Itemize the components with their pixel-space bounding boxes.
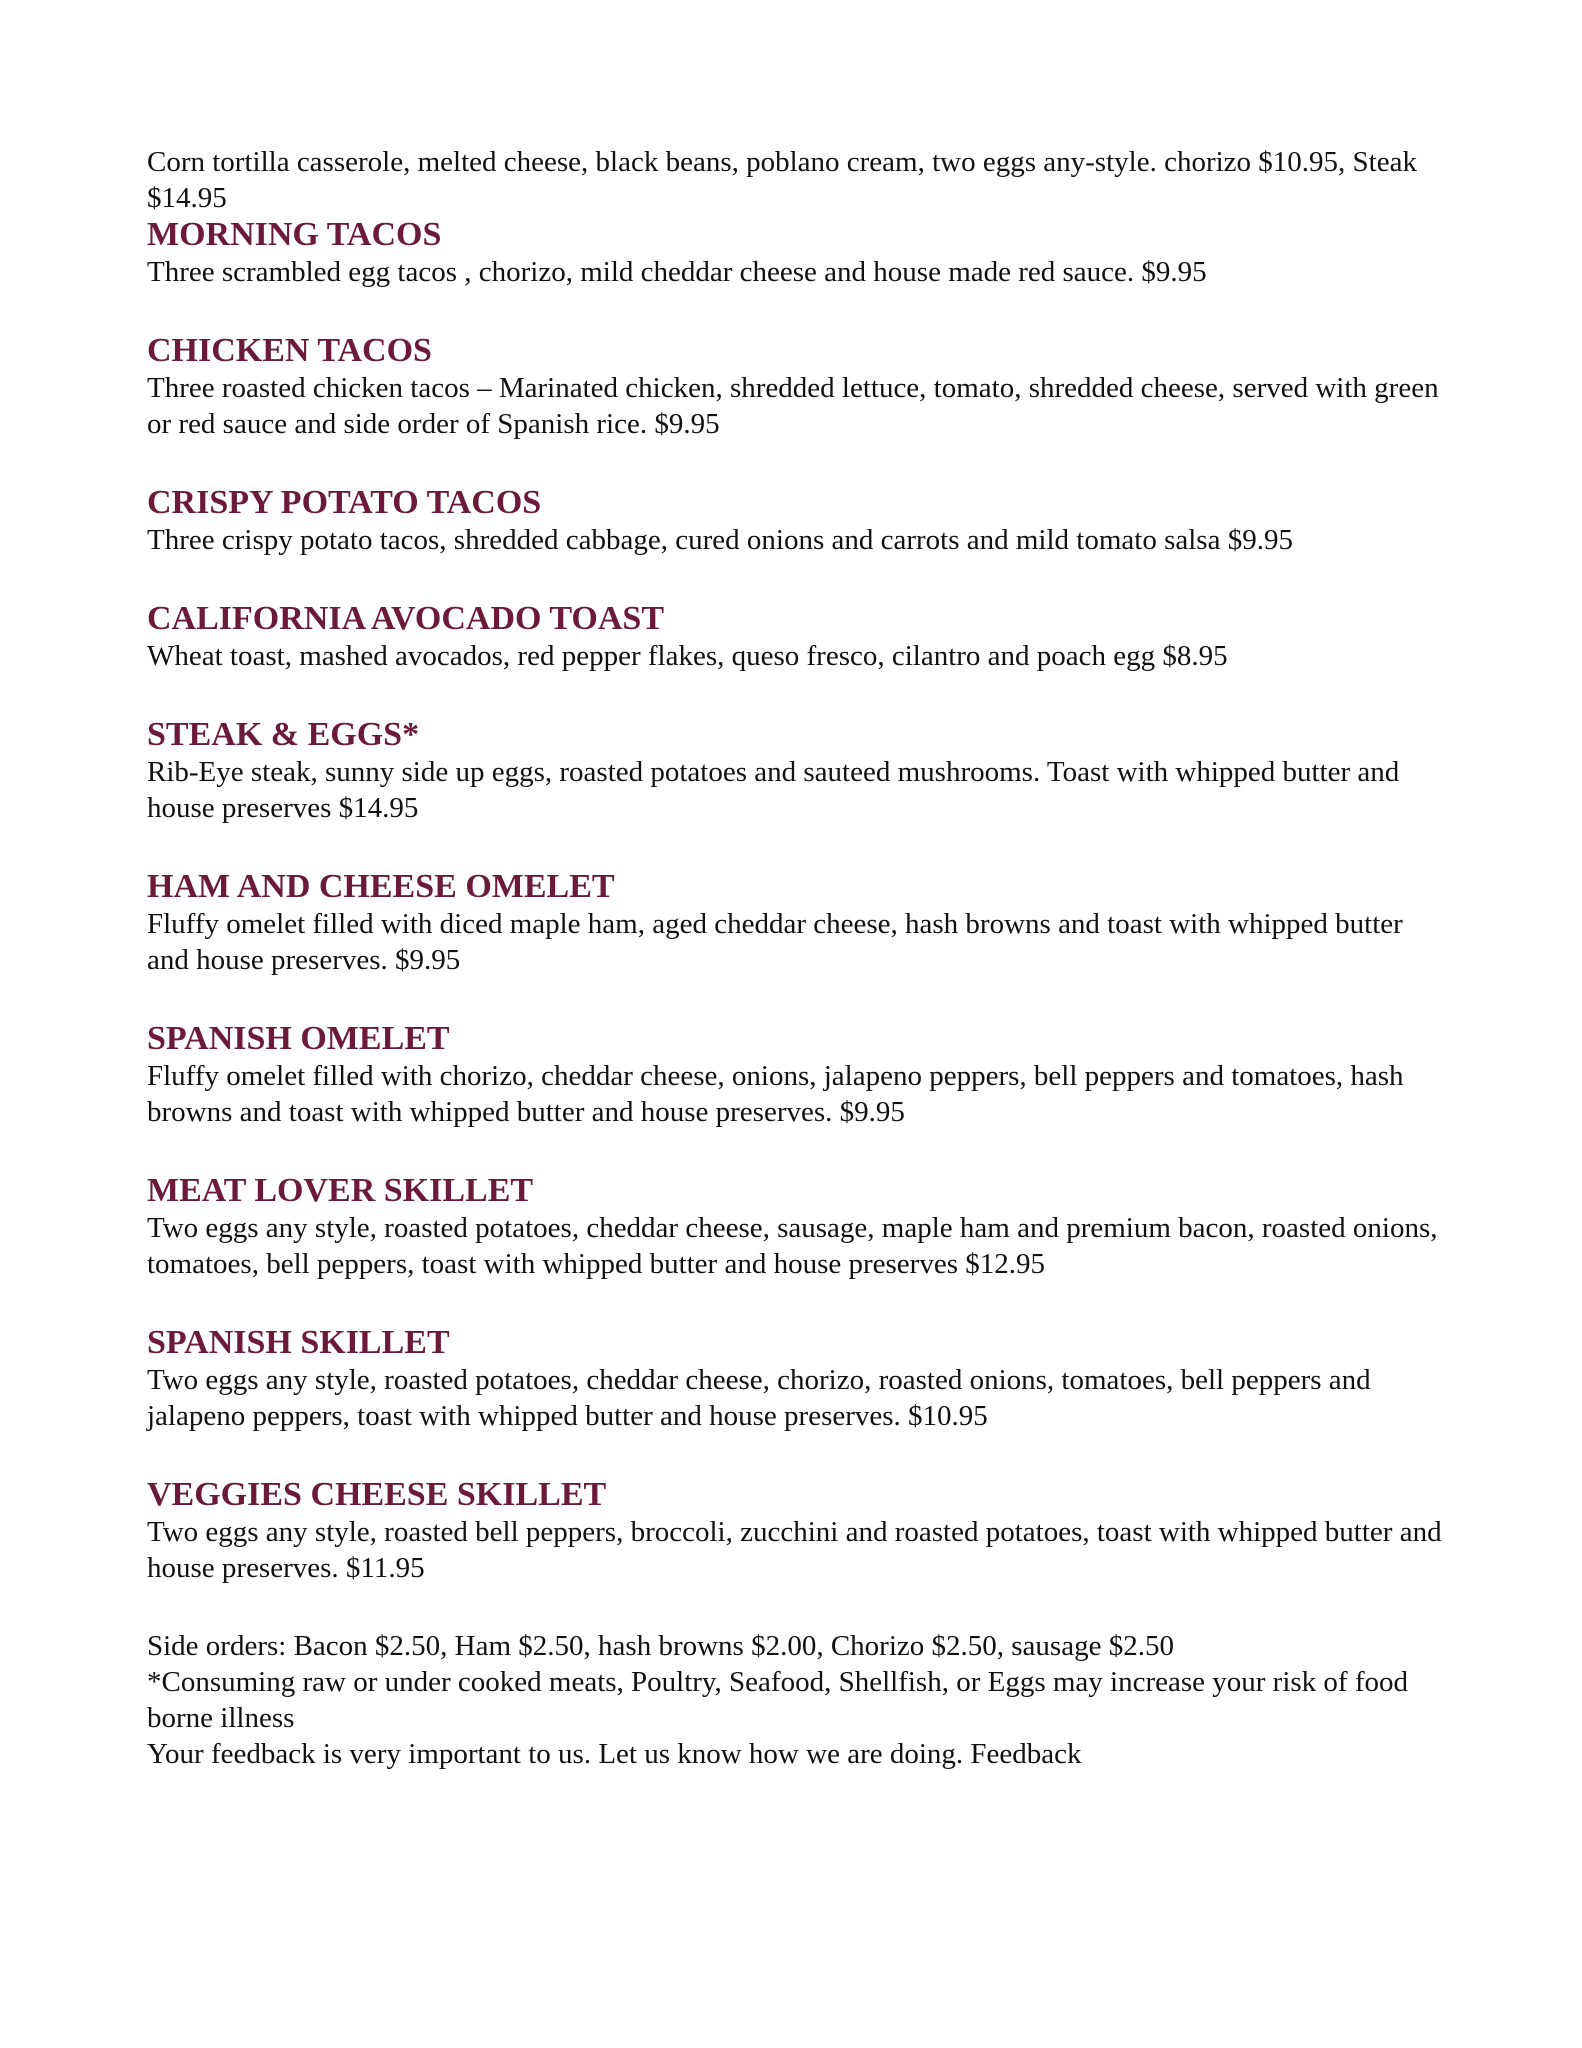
menu-item-meat-lover-skillet (147, 1172, 1447, 1282)
menu-item-ham-cheese-omelet (147, 868, 1447, 978)
menu-item-title: MORNING TACOS (147, 216, 442, 253)
menu-item-spanish-skillet (147, 1324, 1447, 1434)
health-warning-text: *Consuming raw or under cooked meats, Poultry, Seafood, Shellfish, or Eggs may increase your risk of food borne illness (147, 1666, 1408, 1734)
side-orders-text: Side orders: Bacon $2.50, Ham $2.50, hash browns $2.00, Chorizo $2.50, sausage $2.50 (147, 1630, 1174, 1662)
menu-item-spanish-omelet (147, 1020, 1447, 1130)
menu-page (147, 144, 1447, 1772)
menu-item-description: Two eggs any style, roasted potatoes, cheddar cheese, chorizo, roasted onions, tomatoes, bell peppers and jalapeno peppers, toast with whipped butter and house preserves. $10.95 (147, 1364, 1371, 1432)
menu-item-title: MEAT LOVER SKILLET (147, 1172, 534, 1209)
menu-item-california-avocado-toast (147, 600, 1447, 674)
menu-item-title: SPANISH SKILLET (147, 1324, 450, 1361)
menu-item-title: SPANISH OMELET (147, 1020, 450, 1057)
feedback-text: Your feedback is very important to us. Let us know how we are doing. Feedback (147, 1738, 1082, 1770)
menu-item-chicken-tacos (147, 332, 1447, 442)
menu-item-veggies-cheese-skillet (147, 1476, 1447, 1586)
menu-item-description: Two eggs any style, roasted bell peppers, broccoli, zucchini and roasted potatoes, toast with whipped butter and house preserves. $11.95 (147, 1516, 1442, 1584)
menu-item-steak-and-eggs (147, 716, 1447, 826)
menu-item-description: Three crispy potato tacos, shredded cabbage, cured onions and carrots and mild tomato salsa $9.95 (147, 524, 1293, 556)
menu-item-title: HAM AND CHEESE OMELET (147, 868, 615, 905)
menu-item-morning-tacos (147, 216, 1447, 290)
menu-item-title: CALIFORNIA AVOCADO TOAST (147, 600, 665, 637)
menu-footer (147, 1628, 1447, 1772)
menu-item-description: Fluffy omelet filled with diced maple ham, aged cheddar cheese, hash browns and toast with whipped butter and house preserves. $9.95 (147, 908, 1403, 976)
intro-description: Corn tortilla casserole, melted cheese, black beans, poblano cream, two eggs any-style. chorizo $10.95, Steak $14.95 (147, 146, 1417, 214)
menu-item-crispy-potato-tacos (147, 484, 1447, 558)
menu-item-description: Rib-Eye steak, sunny side up eggs, roasted potatoes and sauteed mushrooms. Toast with whipped butter and house preserves $14.95 (147, 756, 1400, 824)
menu-item-description: Three roasted chicken tacos – Marinated chicken, shredded lettuce, tomato, shredded cheese, served with green or red sauce and side order of Spanish rice. $9.95 (147, 372, 1439, 440)
menu-item-title: CHICKEN TACOS (147, 332, 432, 369)
menu-item-title: CRISPY POTATO TACOS (147, 484, 542, 521)
menu-item-description: Fluffy omelet filled with chorizo, cheddar cheese, onions, jalapeno peppers, bell peppers and tomatoes, hash browns and toast with whipped butter and house preserves. $9.95 (147, 1060, 1404, 1128)
menu-item-title: VEGGIES CHEESE SKILLET (147, 1476, 607, 1513)
menu-item-description: Two eggs any style, roasted potatoes, cheddar cheese, sausage, maple ham and premium bacon, roasted onions, tomatoes, bell peppers, toast with whipped butter and house preserves $12.95 (147, 1212, 1438, 1280)
menu-item-description: Wheat toast, mashed avocados, red pepper flakes, queso fresco, cilantro and poach egg $8.95 (147, 640, 1228, 672)
menu-item-description: Three scrambled egg tacos , chorizo, mild cheddar cheese and house made red sauce. $9.95 (147, 256, 1207, 288)
menu-item-title: STEAK & EGGS* (147, 716, 420, 753)
